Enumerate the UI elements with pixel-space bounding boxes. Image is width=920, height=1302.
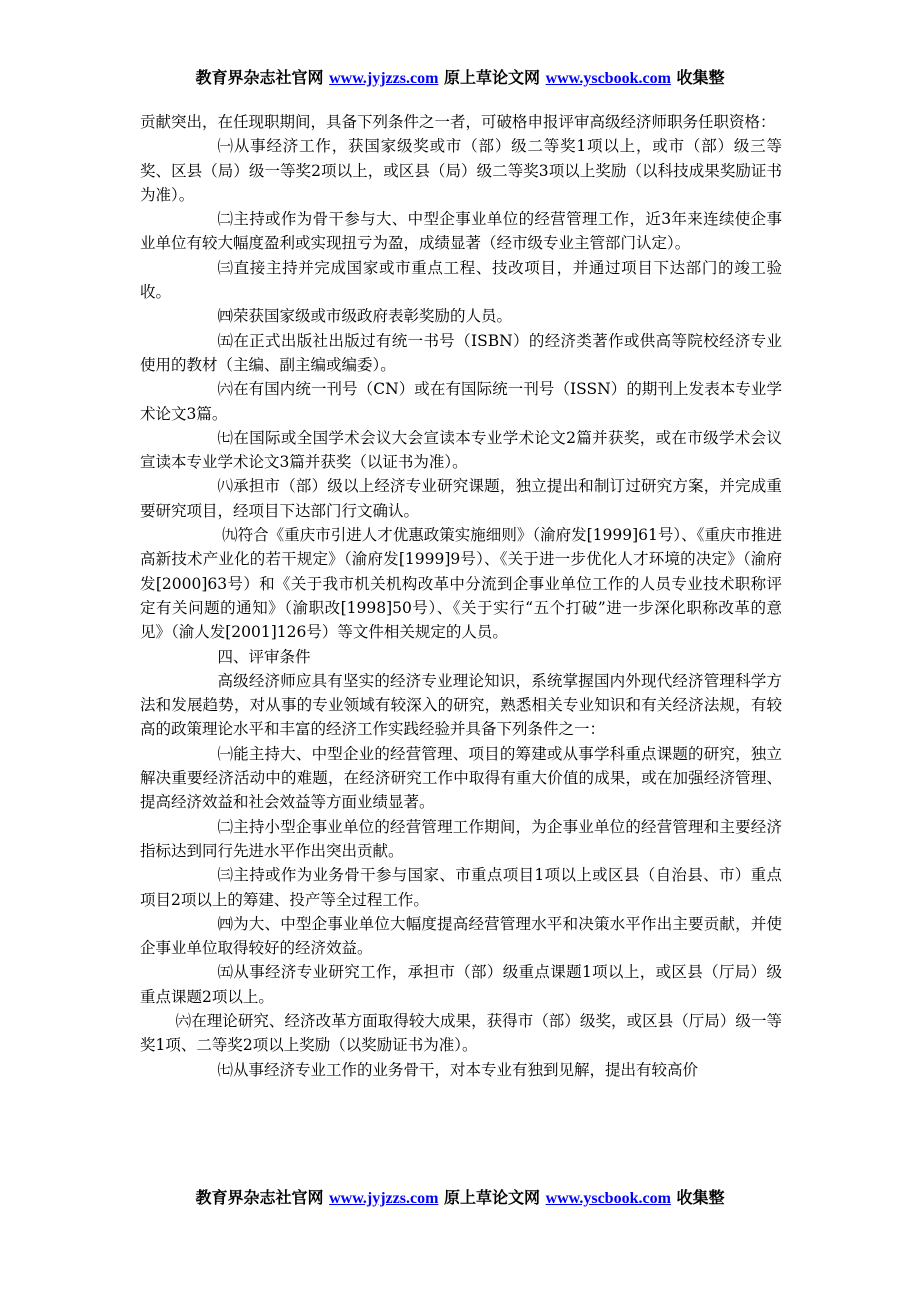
page-header bbox=[0, 68, 920, 89]
paragraph: 高级经济师应具有坚实的经济专业理论知识，系统掌握国内外现代经济管理科学方法和发展趋势，对从事的专业领域有较深入的研究，熟悉相关专业知识和有关经济法规，有较高的政策理论水平和丰富的经济工作实践经验并具备下列条件之一： bbox=[140, 671, 782, 739]
paragraph: ㈡主持小型企事业单位的经营管理工作期间，为企事业单位的经营管理和主要经济指标达到同行先进水平作出突出贡献。 bbox=[140, 817, 782, 860]
paragraph: ㈥在有国内统一刊号（CN）或在有国际统一刊号（ISSN）的期刊上发表本专业学术论文3篇。 bbox=[140, 380, 782, 423]
paragraph: ㈢主持或作为业务骨干参与国家、市重点项目1项以上或区县（自治县、市）重点项目2项以上的筹建、投产等全过程工作。 bbox=[140, 866, 782, 909]
header-middle: 原上草论文网 bbox=[443, 68, 540, 87]
paragraph: ㈤从事经济专业研究工作，承担市（部）级重点课题1项以上，或区县（厅局）级重点课题2项以上。 bbox=[140, 963, 782, 1006]
footer-prefix: 教育界杂志社官网 bbox=[195, 1188, 324, 1207]
paragraph: ㈠能主持大、中型企业的经营管理、项目的筹建或从事学科重点课题的研究，独立解决重要经济活动中的难题，在经济研究工作中取得有重大价值的成果，或在加强经济管理、提高经济效益和社会效益等方面业绩显著。 bbox=[140, 744, 782, 812]
section-heading: 四、评审条件 bbox=[217, 647, 311, 666]
paragraph: ㈣为大、中型企事业单位大幅度提高经营管理水平和决策水平作出主要贡献，并使企事业单位取得较好的经济效益。 bbox=[140, 914, 782, 958]
paragraph: ㈡主持或作为骨干参与大、中型企事业单位的经营管理工作，近3年来连续使企事业单位有较大幅度盈利或实现扭亏为盈，成绩显著（经市级专业主管部门认定）。 bbox=[140, 210, 782, 253]
header-link-yscbook[interactable]: www.yscbook.com bbox=[545, 70, 671, 87]
paragraph: ㈦从事经济专业工作的业务骨干，对本专业有独到见解，提出有较高价 bbox=[217, 1060, 699, 1079]
footer-link-jyjzzs[interactable]: www.jyjzzs.com bbox=[329, 1190, 439, 1207]
header-suffix: 收集整 bbox=[676, 68, 725, 87]
footer-middle: 原上草论文网 bbox=[443, 1188, 540, 1207]
paragraph: ㈠从事经济工作，获国家级奖或市（部）级二等奖1项以上，或市（部）级三等奖、区县（局）级一等奖2项以上，或区县（局）级二等奖3项以上奖励（以科技成果奖励证书为准）。 bbox=[140, 137, 782, 204]
footer-link-yscbook[interactable]: www.yscbook.com bbox=[545, 1190, 671, 1207]
paragraph: ㈦在国际或全国学术会议大会宣读本专业学术论文2篇并获奖，或在市级学术会议宣读本专业学术论文3篇并获奖（以证书为准）。 bbox=[140, 428, 782, 472]
page-footer bbox=[0, 1188, 920, 1209]
header-link-jyjzzs[interactable]: www.jyjzzs.com bbox=[329, 70, 439, 87]
paragraph: ㈧承担市（部）级以上经济专业研究课题，独立提出和制订过研究方案，并完成重要研究项目，经项目下达部门行文确认。 bbox=[140, 477, 782, 520]
paragraph: ㈤在正式出版社出版过有统一书号（ISBN）的经济类著作或供高等院校经济专业使用的教材（主编、副主编或编委）。 bbox=[140, 331, 782, 374]
paragraph: ㈨符合《重庆市引进人才优惠政策实施细则》（渝府发[1999]61号）、《重庆市推进高新技术产业化的若干规定》（渝府发[1999]9号）、《关于进一步优化人才环境的决定》（渝府发[2000]63号）和《关于我市机关机构改革中分流到企事业单位工作的人员专业技术职称评定有关问题的通知》（渝职改[1998]50号）、《关于实行“五个打破”进一步深化职称改革的意见》（渝人发[2001]126号）等文件相关规定的人员。 bbox=[140, 526, 782, 642]
paragraph: 贡献突出，在任现职期间，具备下列条件之一者，可破格申报评审高级经济师职务任职资格： bbox=[140, 113, 776, 131]
header-prefix: 教育界杂志社官网 bbox=[195, 68, 324, 87]
paragraph: ㈥在理论研究、经济改革方面取得较大成果，获得市（部）级奖，或区县（厅局）级一等奖1项、二等奖2项以上奖励（以奖励证书为准）。 bbox=[140, 1011, 782, 1055]
paragraph: ㈢直接主持并完成国家或市重点工程、技改项目，并通过项目下达部门的竣工验收。 bbox=[140, 258, 782, 302]
paragraph: ㈣荣获国家级或市级政府表彰奖励的人员。 bbox=[217, 307, 513, 326]
document-body bbox=[140, 110, 782, 1082]
footer-suffix: 收集整 bbox=[676, 1188, 725, 1207]
